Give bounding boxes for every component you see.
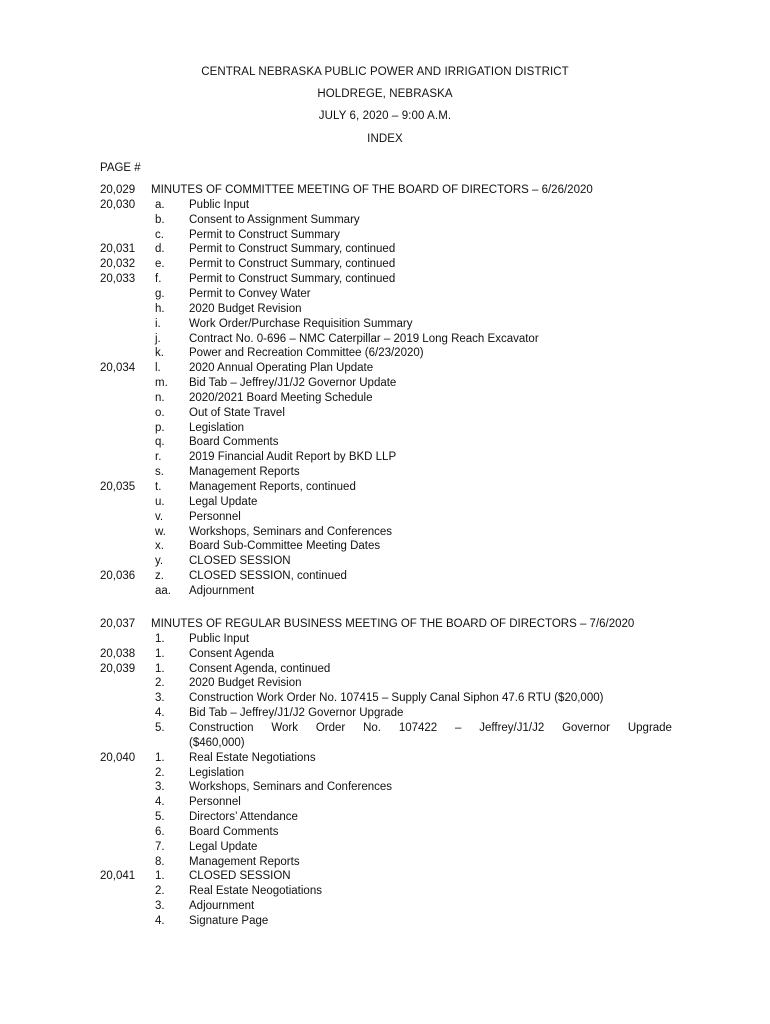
index-row [0, 826, 770, 841]
item-text: Public Input [189, 198, 250, 211]
index-row [0, 885, 770, 900]
item-marker: y. [155, 555, 164, 568]
page-number: 20,038 [100, 647, 136, 660]
item-marker: 4. [155, 915, 165, 927]
item-marker: 8. [155, 855, 165, 868]
page-number: 20,036 [100, 570, 136, 583]
item-marker: z. [155, 570, 164, 583]
item-marker: p. [155, 421, 165, 434]
item-text: CLOSED SESSION [189, 555, 291, 568]
item-text: Bid Tab – Jeffrey/J1/J2 Governor Upgrade [189, 707, 404, 720]
item-marker: 2. [155, 766, 165, 779]
item-text-word: Order [315, 721, 346, 734]
item-text: Board Sub-Committee Meeting Dates [189, 540, 381, 553]
item-text: Permit to Construct Summary, continued [189, 243, 396, 256]
index-row [0, 422, 770, 437]
item-marker: h. [155, 302, 165, 315]
index-row [0, 677, 770, 692]
item-marker: 4. [155, 707, 165, 720]
item-marker: f. [155, 273, 162, 286]
index-row [0, 796, 770, 811]
item-marker: 2. [155, 885, 165, 898]
item-marker: x. [155, 540, 164, 553]
item-marker: e. [155, 258, 165, 271]
item-marker: t. [155, 481, 162, 493]
item-marker: 2. [155, 677, 165, 690]
index-row [0, 243, 770, 258]
index-row [0, 214, 770, 229]
index-row [0, 362, 770, 377]
index-row [0, 900, 770, 915]
index-row [0, 752, 770, 767]
index-row [0, 856, 770, 871]
index-row [0, 466, 770, 481]
item-text: ($460,000) [189, 736, 245, 749]
item-text [189, 722, 672, 734]
item-marker: 1. [155, 647, 165, 660]
index-row [0, 288, 770, 303]
index-title: INDEX [367, 133, 403, 145]
item-text: Real Estate Negotiations [189, 751, 316, 764]
index-row [0, 526, 770, 541]
page-number: 20,034 [100, 362, 136, 375]
section-title: MINUTES OF COMMITTEE MEETING OF THE BOARD OF DIRECTORS – 6/26/2020 [151, 184, 593, 196]
item-marker: c. [155, 228, 164, 241]
item-text-word: – [455, 721, 462, 734]
item-marker: w. [155, 525, 166, 538]
item-marker: o. [155, 406, 165, 419]
item-text: Power and Recreation Committee (6/23/2020) [189, 347, 424, 360]
item-marker: k. [155, 347, 164, 360]
item-text: Permit to Construct Summary [189, 228, 340, 241]
index-row [0, 229, 770, 244]
item-text: Public Input [189, 632, 250, 645]
item-marker: a. [155, 198, 165, 211]
item-text: Work Order/Purchase Requisition Summary [189, 317, 413, 330]
page-number: 20,040 [100, 751, 136, 764]
index-row [0, 377, 770, 392]
index-row [0, 436, 770, 451]
section-title: MINUTES OF REGULAR BUSINESS MEETING OF THE BOARD OF DIRECTORS – 7/6/2020 [151, 618, 635, 630]
item-text: Adjournment [189, 900, 255, 913]
page-number: 20,032 [100, 258, 136, 271]
item-marker: 4. [155, 796, 165, 809]
item-marker: g. [155, 287, 165, 300]
index-row [0, 707, 770, 722]
item-text: CLOSED SESSION [189, 870, 291, 883]
item-text: Workshops, Seminars and Conferences [189, 525, 393, 538]
item-text: Adjournment [189, 584, 255, 597]
item-text-word: Upgrade [627, 721, 672, 734]
item-text: Out of State Travel [189, 406, 285, 419]
item-text: 2020 Budget Revision [189, 302, 302, 315]
item-text: Consent Agenda [189, 647, 275, 660]
page-number: 20,037 [100, 618, 136, 630]
item-text: Permit to Convey Water [189, 287, 311, 300]
item-text: 2020/2021 Board Meeting Schedule [189, 391, 373, 404]
index-row [0, 258, 770, 273]
item-marker: m. [155, 377, 168, 390]
index-row [0, 648, 770, 663]
page-number: 20,033 [100, 273, 136, 286]
item-text: Construction Work Order No. 107415 – Supply Canal Siphon 47.6 RTU ($20,000) [189, 692, 604, 705]
regular-section-header [0, 618, 770, 633]
item-text: Workshops, Seminars and Conferences [189, 781, 393, 794]
city-heading: HOLDREGE, NEBRASKA [317, 88, 453, 100]
item-text: Management Reports, continued [189, 481, 356, 493]
index-row [0, 811, 770, 826]
item-marker: 5. [155, 811, 165, 824]
index-row [0, 540, 770, 555]
index-row [0, 737, 770, 752]
item-text: Real Estate Neogotiations [189, 885, 322, 898]
item-marker: aa. [155, 584, 171, 597]
item-marker: j. [155, 332, 161, 345]
item-marker: 5. [155, 721, 165, 734]
item-text: Permit to Construct Summary, continued [189, 258, 396, 271]
item-text: 2020 Annual Operating Plan Update [189, 362, 374, 375]
item-marker: v. [155, 510, 164, 523]
committee-section-header [0, 184, 770, 199]
page-number: 20,031 [100, 243, 136, 256]
item-text: Directors’ Attendance [189, 811, 298, 824]
item-marker: d. [155, 243, 165, 256]
item-marker: u. [155, 495, 165, 508]
item-text: 2019 Financial Audit Report by BKD LLP [189, 451, 397, 464]
index-row [0, 722, 770, 737]
index-row [0, 692, 770, 707]
item-text-word: Governor [562, 721, 611, 734]
item-marker: r. [155, 451, 162, 464]
item-marker: 1. [155, 870, 165, 883]
index-row [0, 347, 770, 362]
item-text: Personnel [189, 796, 241, 809]
index-row [0, 767, 770, 782]
item-marker: l. [155, 362, 161, 375]
item-text: Legislation [189, 766, 244, 779]
page-number: 20,030 [100, 198, 136, 211]
item-text-word: Construction [189, 721, 254, 734]
index-row [0, 481, 770, 496]
index-row [0, 511, 770, 526]
item-text: Board Comments [189, 825, 279, 838]
item-text-word: Work [271, 721, 299, 734]
index-row [0, 555, 770, 570]
item-marker: s. [155, 466, 164, 479]
item-text: Consent Agenda, continued [189, 662, 331, 675]
item-text: Management Reports [189, 855, 300, 868]
item-text: Board Comments [189, 436, 279, 449]
item-text: Permit to Construct Summary, continued [189, 273, 396, 286]
index-row [0, 199, 770, 214]
item-text: Signature Page [189, 915, 269, 927]
item-text-word: Jeffrey/J1/J2 [479, 721, 545, 734]
item-marker: 1. [155, 751, 165, 764]
index-row [0, 663, 770, 678]
item-marker: 1. [155, 662, 165, 675]
page-column-label: PAGE # [100, 162, 141, 174]
item-marker: b. [155, 213, 165, 226]
item-text: Management Reports [189, 466, 300, 479]
index-row [0, 841, 770, 856]
item-text-word: 107422 [398, 721, 438, 734]
page-number: 20,035 [100, 481, 136, 493]
item-marker: 6. [155, 825, 165, 838]
index-row [0, 570, 770, 585]
index-row [0, 318, 770, 333]
date-heading: JULY 6, 2020 – 9:00 A.M. [318, 110, 452, 122]
item-text-word: No. [363, 721, 381, 734]
index-row [0, 633, 770, 648]
item-text: Contract No. 0-696 – NMC Caterpillar – 2019 Long Reach Excavator [189, 332, 539, 345]
item-text: CLOSED SESSION, continued [189, 570, 347, 583]
index-row [0, 496, 770, 511]
item-marker: q. [155, 436, 165, 449]
index-row [0, 585, 770, 600]
item-marker: n. [155, 391, 165, 404]
item-text: Legal Update [189, 840, 258, 853]
index-row [0, 451, 770, 466]
item-text: Bid Tab – Jeffrey/J1/J2 Governor Update [189, 377, 397, 390]
page-number: 20,029 [100, 184, 136, 196]
index-row [0, 392, 770, 407]
index-row [0, 781, 770, 796]
index-row [0, 870, 770, 885]
item-text: Legislation [189, 421, 244, 434]
item-marker: 3. [155, 692, 165, 705]
org-heading: CENTRAL NEBRASKA PUBLIC POWER AND IRRIGATION DISTRICT [201, 66, 569, 78]
index-row [0, 273, 770, 288]
item-text: 2020 Budget Revision [189, 677, 302, 690]
index-row [0, 333, 770, 348]
index-row [0, 303, 770, 318]
index-row [0, 915, 770, 930]
item-marker: 1. [155, 632, 165, 645]
item-marker: i. [155, 317, 161, 330]
item-marker: 7. [155, 840, 165, 853]
item-text: Consent to Assignment Summary [189, 213, 360, 226]
item-marker: 3. [155, 781, 165, 794]
page-number: 20,041 [100, 870, 136, 883]
page-number: 20,039 [100, 662, 136, 675]
item-text: Legal Update [189, 495, 258, 508]
index-row [0, 407, 770, 422]
item-marker: 3. [155, 900, 165, 913]
item-text: Personnel [189, 510, 241, 523]
